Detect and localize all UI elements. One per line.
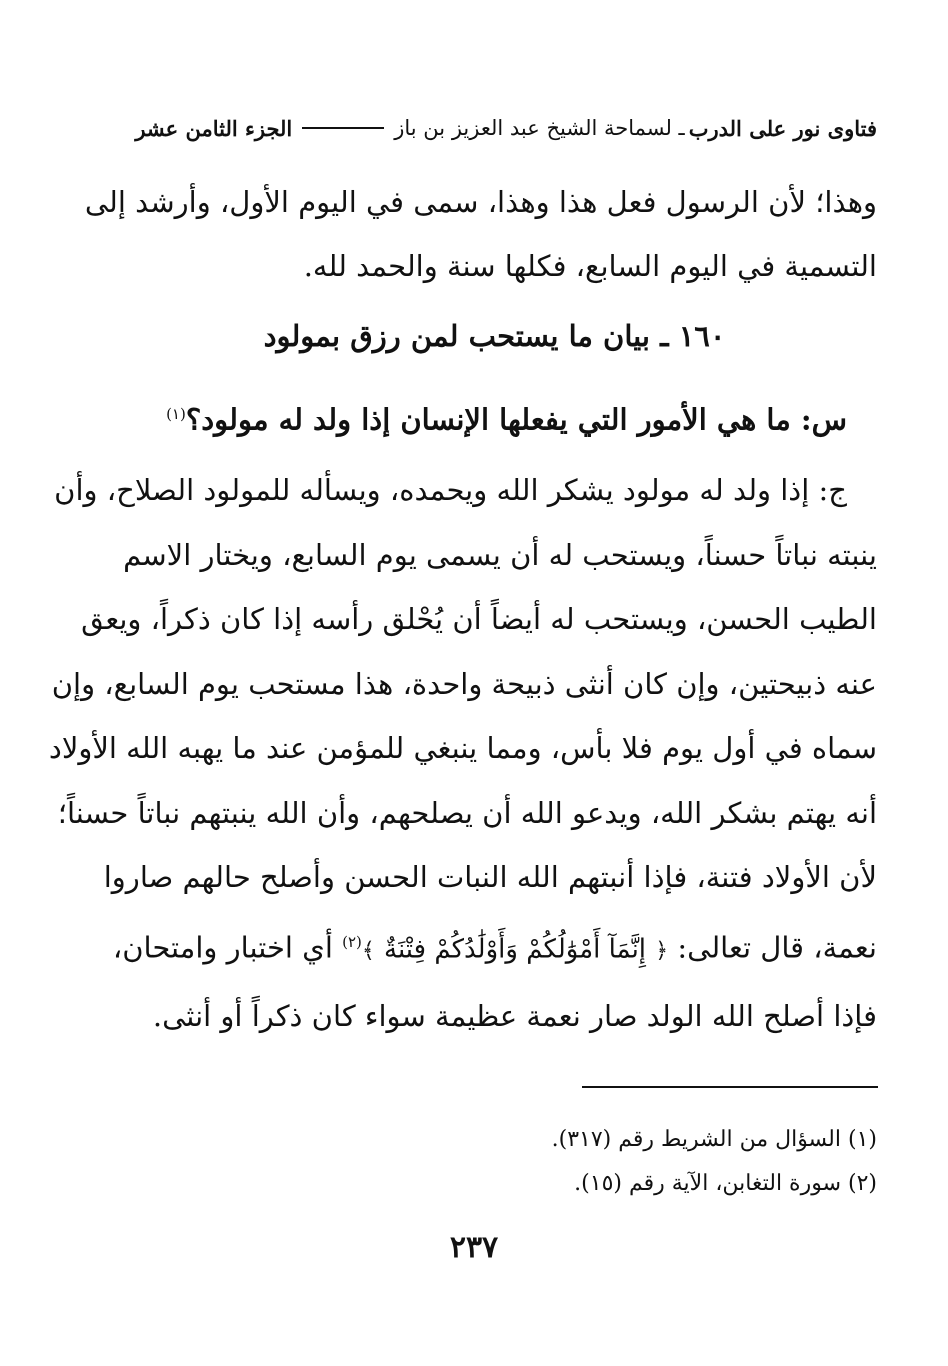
footnote: (٢) سورة التغابن، الآية رقم (١٥).: [574, 1171, 877, 1196]
question: [112, 390, 877, 444]
answer-line8-after: أي اختبار وامتحان،: [112, 930, 333, 965]
quran-bracket-open: ﴿: [655, 938, 669, 964]
quran-verse: إِنَّمَآ أَمْوَٰلُكُمْ وَأَوْلَٰدُكُمْ فِتْنَةٌ: [384, 934, 647, 965]
question-text: س: ما هي الأمور التي يفعلها الإنسان إذا ولد له مولود؟: [185, 402, 847, 437]
footnote-rule: [582, 1086, 878, 1088]
answer-line: ج: إذا ولد له مولود يشكر الله ويحمده، ويسأله للمولود الصلاح، وأن: [54, 473, 847, 507]
header-rule: [302, 127, 384, 129]
intro-line: وهذا؛ لأن الرسول فعل هذا وهذا، سمى في اليوم الأول، وأرشد إلى: [84, 185, 877, 219]
quran-bracket-close: ﴾: [361, 938, 375, 964]
footnote: (١) السؤال من الشريط رقم (٣١٧).: [551, 1127, 877, 1152]
answer-line: أنه يهتم بشكر الله، ويدعو الله أن يصلحهم، وأن الله ينبتهم نباتاً حسناً؛: [57, 795, 877, 830]
answer-line: فإذا أصلح الله الولد صار نعمة عظيمة سواء كان ذكراً أو أنثى.: [152, 998, 877, 1033]
footnote-ref-2: (٢): [342, 932, 362, 951]
header-author: ـ لسماحة الشيخ عبد العزيز بن باز: [394, 116, 685, 140]
running-header: [112, 108, 877, 148]
answer-line: عنه ذبيحتين، وإن كان أنثى ذبيحة واحدة، هذا مستحب يوم السابع، وإن: [51, 666, 877, 701]
answer-line: الطيب الحسن، ويستحب له أيضاً أن يُحْلق رأسه إذا كان ذكراً، ويعق: [81, 602, 877, 636]
footnote-ref-1: (١): [166, 405, 186, 423]
answer-line: سماه في أول يوم فلا بأس، ومما ينبغي للمؤمن عند ما يهبه الله الأولاد: [48, 731, 877, 765]
answer-paragraph: [48, 458, 877, 1048]
answer-line-quran: [112, 910, 877, 984]
header-book-title: فتاوى نور على الدرب: [688, 115, 877, 141]
section-title: ١٦٠ ـ بيان ما يستحب لمن رزق بمولود: [263, 319, 726, 353]
answer-line8-before: نعمة، قال تعالى:: [677, 930, 877, 965]
header-volume: الجزء الثامن عشر: [135, 115, 293, 141]
answer-line: ينبته نباتاً حسناً، ويستحب له أن يسمى يوم السابع، ويختار الاسم: [123, 537, 877, 572]
footnotes: [112, 1118, 877, 1206]
intro-line: التسمية في اليوم السابع، فكلها سنة والحمد لله.: [303, 249, 877, 283]
page-number: ٢٣٧: [449, 1230, 499, 1265]
answer-line: لأن الأولاد فتنة، فإذا أنبتهم الله النبات الحسن وأصلح حالهم صاروا: [103, 860, 877, 894]
intro-paragraph: [84, 170, 877, 298]
